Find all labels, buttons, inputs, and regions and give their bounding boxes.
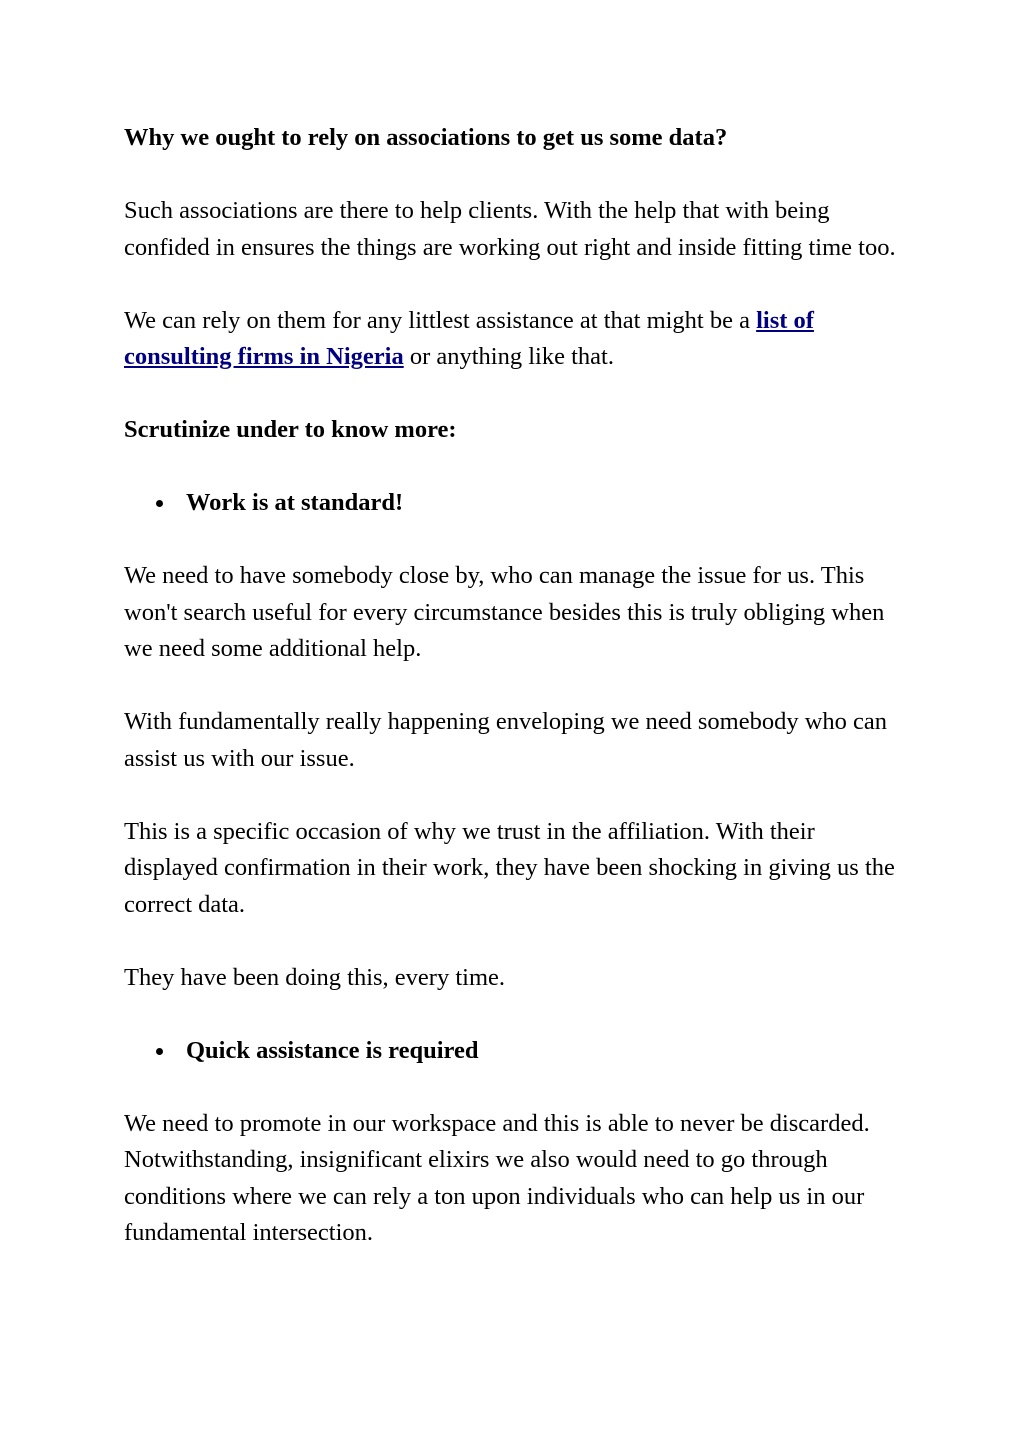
bullet-dot-icon <box>156 1048 163 1055</box>
bullet-list-quick-assistance <box>124 1033 914 1070</box>
section-heading-scrutinize: Scrutinize under to know more: <box>124 416 457 443</box>
paragraph-rely-on-them <box>124 303 914 376</box>
bullet-list-work-standard <box>124 485 914 522</box>
document-page <box>124 120 914 1288</box>
paragraph-promote-workspace: We need to promote in our workspace and this is able to never be discarded. Notwithstanding, insignificant elixirs we also would need to go through conditions where we can rely a ton upon individuals who can help us in our fundamental intersection. <box>124 1109 870 1246</box>
paragraph-text-before-link: We can rely on them for any littlest assistance at that might be a <box>124 306 757 334</box>
consulting-firms-link[interactable]: list of consulting firms in Nigeria <box>124 306 814 370</box>
paragraph-associations-help: Such associations are there to help clients. With the help that with being confided in ensures the things are working out right and inside fitting time too. <box>124 197 896 261</box>
list-item-quick-assistance <box>124 1033 914 1070</box>
paragraph-somebody-close-by: We need to have somebody close by, who can manage the issue for us. This won't search useful for every circumstance besides this is truly obliging when we need some additional help. <box>124 562 885 662</box>
paragraph-every-time: They have been doing this, every time. <box>124 963 505 991</box>
paragraph-specific-occasion: This is a specific occasion of why we trust in the affiliation. With their displayed confirmation in their work, they have been shocking in giving us the correct data. <box>124 817 895 918</box>
paragraph-text-after-link: or anything like that. <box>403 343 614 370</box>
section-heading-why-rely: Why we ought to rely on associations to get us some data? <box>124 124 728 151</box>
list-item-work-standard <box>124 485 914 522</box>
list-item-label: Quick assistance is required <box>186 1036 479 1064</box>
paragraph-fundamentally-happening: With fundamentally really happening enveloping we need somebody who can assist us with our issue. <box>124 708 888 772</box>
bullet-dot-icon <box>156 500 163 507</box>
list-item-label: Work is at standard! <box>186 489 404 516</box>
